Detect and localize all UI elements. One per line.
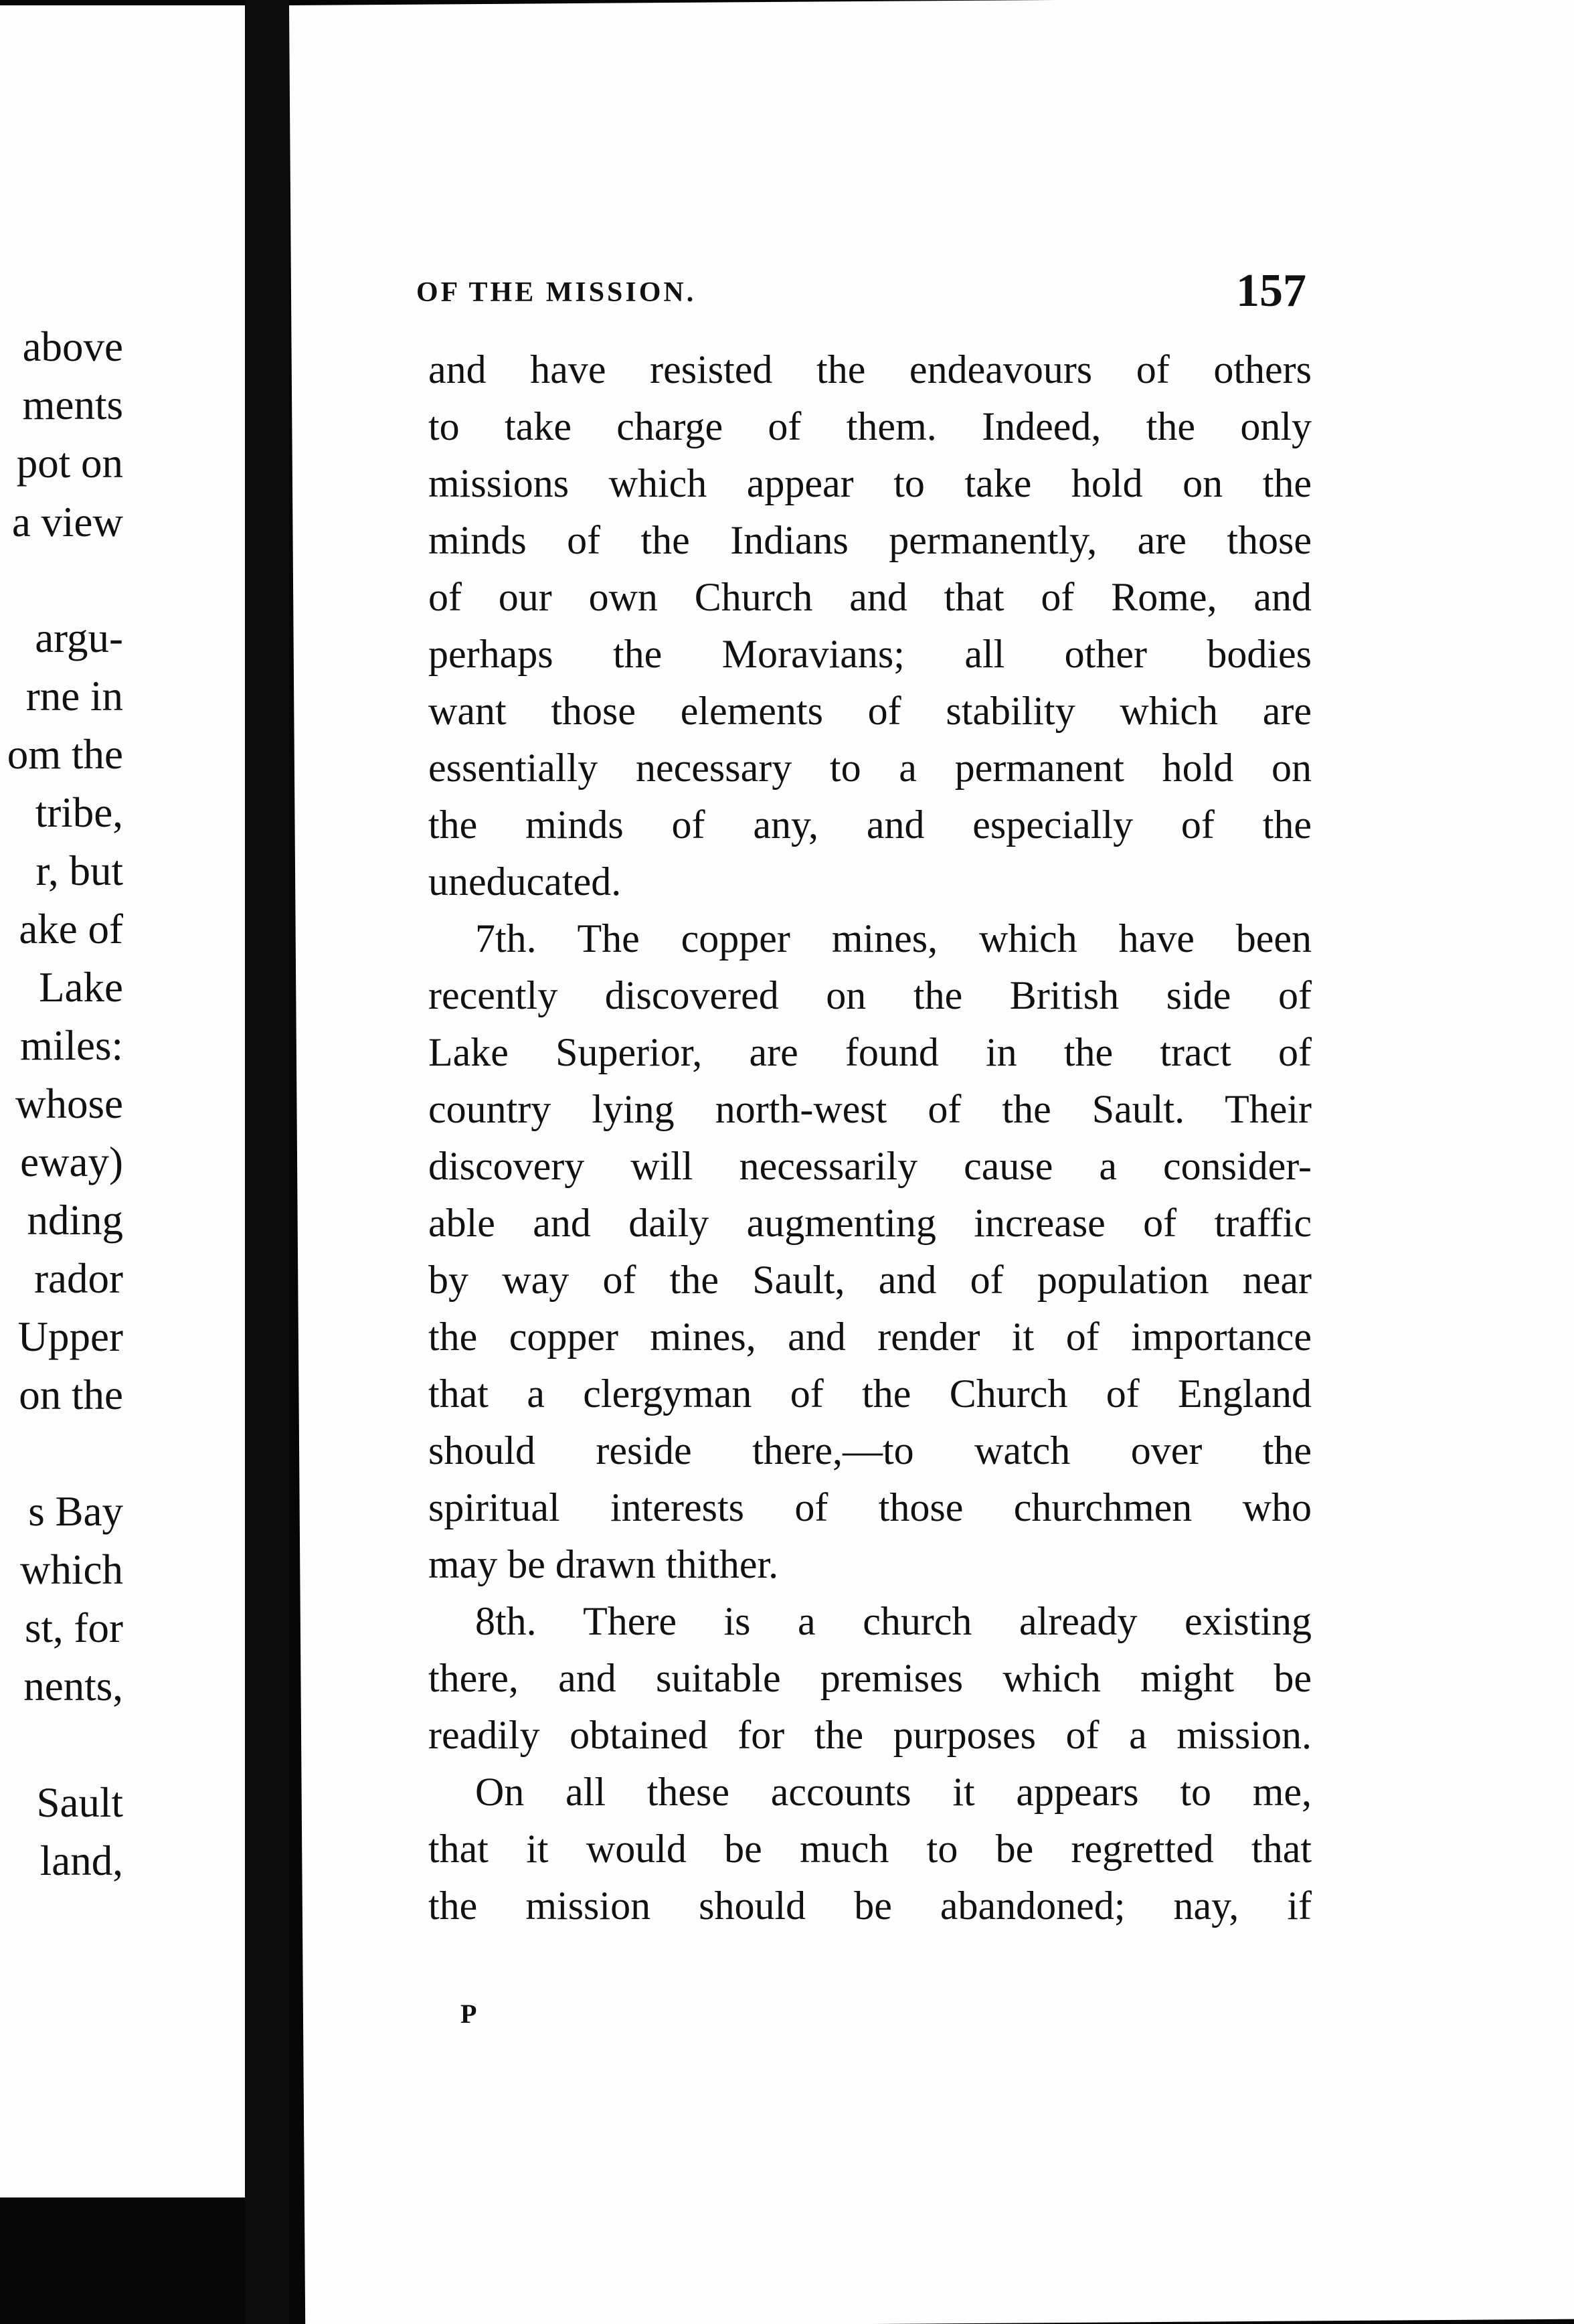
- left-page-line: miles:: [20, 1022, 123, 1069]
- body-line: the copper mines, and render it of importance: [428, 1315, 1312, 1359]
- body-line: recently discovered on the British side of: [428, 973, 1312, 1017]
- body-line: the minds of any, and especially of the: [428, 803, 1312, 847]
- left-page: [0, 5, 245, 2197]
- running-head: OF THE MISSION.: [416, 277, 697, 308]
- left-page-line: on the: [19, 1372, 123, 1418]
- body-line: readily obtained for the purposes of a mission.: [428, 1713, 1312, 1757]
- body-line: missions which appear to take hold on the: [428, 461, 1312, 505]
- body-line: by way of the Sault, and of population near: [428, 1258, 1312, 1302]
- left-page-line: Sault: [36, 1779, 123, 1826]
- body-line: discovery will necessarily cause a consider-: [428, 1144, 1312, 1188]
- body-line: that a clergyman of the Church of England: [428, 1372, 1312, 1416]
- left-page-line: whose: [15, 1080, 123, 1127]
- left-page-line: ake of: [19, 906, 123, 952]
- left-page-line: tribe,: [35, 789, 123, 836]
- body-line: of our own Church and that of Rome, and: [428, 575, 1312, 619]
- left-page-line: pot on: [16, 440, 123, 487]
- paragraph-start: 8th. There is a church already existing: [475, 1599, 1312, 1643]
- body-line: uneducated.: [428, 859, 622, 904]
- left-page-line: Lake: [39, 964, 123, 1011]
- left-page-line: st, for: [25, 1604, 123, 1651]
- left-page-line: nents,: [23, 1663, 123, 1710]
- left-page-line: above: [22, 323, 123, 370]
- body-line: may be drawn thither.: [428, 1542, 779, 1586]
- left-page-line: ments: [22, 382, 123, 428]
- body-line: that it would be much to be regretted that: [428, 1827, 1312, 1871]
- left-page-line: r, but: [35, 847, 123, 894]
- body-line: country lying north-west of the Sault. Their: [428, 1087, 1312, 1131]
- page-header: [416, 264, 1306, 318]
- body-line: able and daily augmenting increase of traffic: [428, 1201, 1312, 1245]
- left-page-line: argu-: [35, 614, 123, 661]
- left-page-line: eway): [20, 1139, 123, 1185]
- body-line: to take charge of them. Indeed, the only: [428, 404, 1312, 448]
- body-line: essentially necessary to a permanent hold on: [428, 746, 1312, 790]
- body-line: minds of the Indians permanently, are those: [428, 518, 1312, 562]
- left-page-line: Upper: [17, 1313, 123, 1360]
- signature-mark: P: [460, 1999, 477, 2029]
- left-page-line: nding: [27, 1197, 123, 1244]
- left-page-line: rne in: [25, 673, 123, 720]
- book-gutter: [245, 0, 289, 2324]
- page-body-text: [428, 341, 1312, 1934]
- left-page-line: land,: [39, 1837, 123, 1884]
- body-line: want those elements of stability which are: [428, 689, 1312, 733]
- left-page-line: rador: [34, 1255, 123, 1302]
- left-page-line: s Bay: [28, 1488, 123, 1535]
- body-line: Lake Superior, are found in the tract of: [428, 1030, 1312, 1074]
- page-number: 157: [1236, 265, 1306, 317]
- paragraph-start: On all these accounts it appears to me,: [475, 1770, 1312, 1814]
- left-page-line: a view: [11, 499, 123, 546]
- body-line: perhaps the Moravians; all other bodies: [428, 632, 1312, 676]
- paragraph-start: 7th. The copper mines, which have been: [475, 916, 1312, 961]
- body-line: and have resisted the endeavours of others: [428, 347, 1312, 392]
- body-line: there, and suitable premises which might be: [428, 1656, 1312, 1700]
- body-line: should reside there,—to watch over the: [428, 1428, 1312, 1473]
- left-page-line: om the: [7, 731, 123, 778]
- body-line: the mission should be abandoned; nay, if: [428, 1884, 1312, 1928]
- body-line: spiritual interests of those churchmen who: [428, 1485, 1312, 1529]
- left-page-line: which: [20, 1546, 123, 1593]
